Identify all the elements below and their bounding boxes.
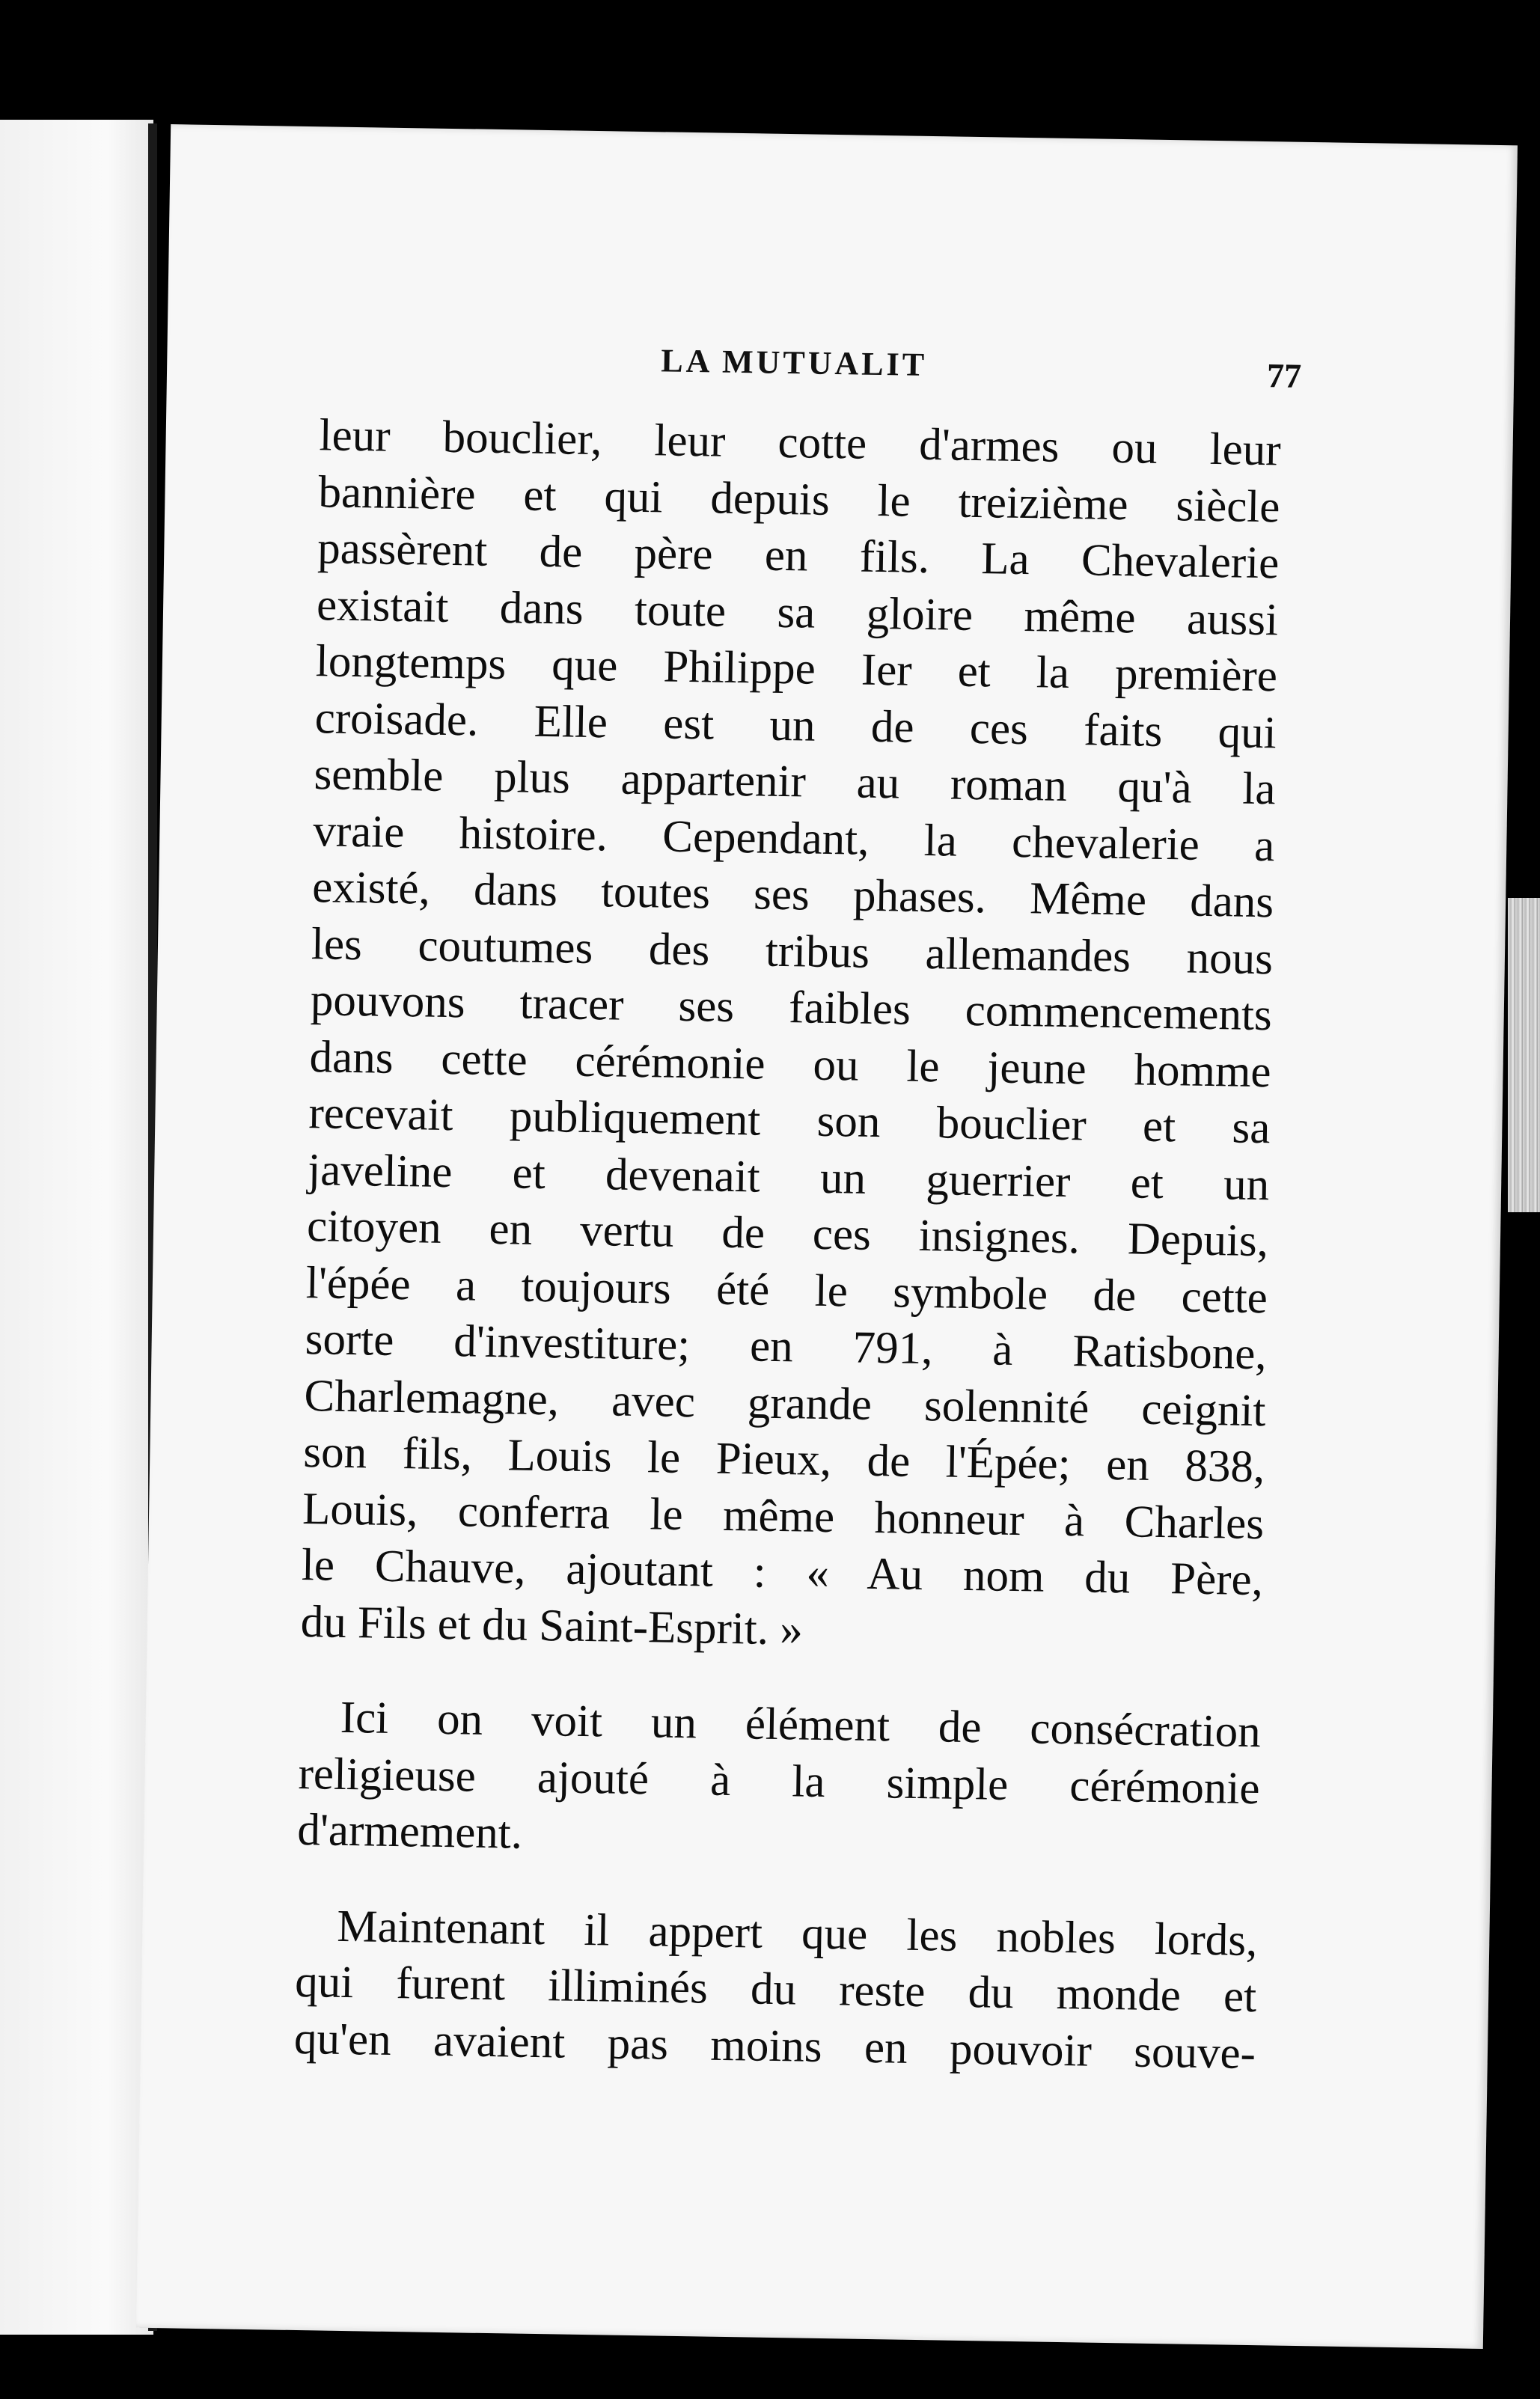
text-line: dans cette cérémonie ou le jeune homme [309, 1031, 1272, 1097]
text-line: sorte d'investiture; en 791, à Ratisbone, [305, 1314, 1268, 1380]
text-line: qu'en avaient pas moins en pouvoir souve- [293, 2013, 1256, 2079]
text-line: Ici on voit un élément de consécration [340, 1692, 1262, 1758]
text-line: leur bouclier, leur cotte d'armes ou leur [319, 410, 1282, 476]
text-line: recevait publiquement son bouclier et sa [308, 1088, 1271, 1154]
text-line: semble plus appartenir au roman qu'à la [314, 749, 1276, 815]
text-line: du Fils et du Saint-Esprit. » [300, 1596, 804, 1655]
text-line: vraie histoire. Cependant, la chevalerie a [312, 805, 1275, 871]
text-line: l'épée a toujours été le symbole de cette [305, 1257, 1268, 1323]
text-line: passèrent de père en fils. La Chevalerie [317, 523, 1280, 589]
text-line: citoyen en vertu de ces insignes. Depuis, [306, 1201, 1269, 1267]
text-line: qui furent illiminés du reste du monde et [294, 1956, 1257, 2023]
text-line: bannière et qui depuis le treizième siècle [318, 466, 1280, 532]
text-line: longtemps que Philippe Ier et la première [315, 636, 1278, 702]
text-line: Louis, conferra le même honneur à Charles [302, 1483, 1265, 1549]
text-line: javeline et devenait un guerrier et un [307, 1144, 1270, 1210]
body-text [293, 407, 1281, 2082]
text-line: Maintenant il appert que les nobles lords, [336, 1901, 1258, 1966]
book-page [136, 124, 1518, 2349]
text-line: croisade. Elle est un de ces faits qui [314, 692, 1277, 758]
text-line: Charlemagne, avec grande solennité ceignit [304, 1370, 1266, 1436]
page-stack-edge [1508, 898, 1540, 1212]
text-line: le Chauve, ajoutant : « Au nom du Père, [301, 1540, 1264, 1606]
page-header [167, 334, 1515, 407]
text-line: existait dans toute sa gloire même aussi [316, 579, 1279, 645]
text-line: religieuse ajouté à la simple cérémonie [298, 1748, 1261, 1814]
running-title: LA MUTUALIT [660, 342, 928, 383]
text-line: pouvons tracer ses faibles commencements [310, 975, 1273, 1041]
text-line: son fils, Louis le Pieux, de l'Épée; en 838, [302, 1427, 1265, 1493]
text-line: d'armement. [296, 1804, 523, 1859]
page-number: 77 [1266, 356, 1302, 395]
text-line: existé, dans toutes ses phases. Même dans [311, 862, 1274, 928]
text-line: les coutumes des tribus allemandes nous [311, 918, 1274, 984]
previous-page-edge [0, 120, 153, 2335]
